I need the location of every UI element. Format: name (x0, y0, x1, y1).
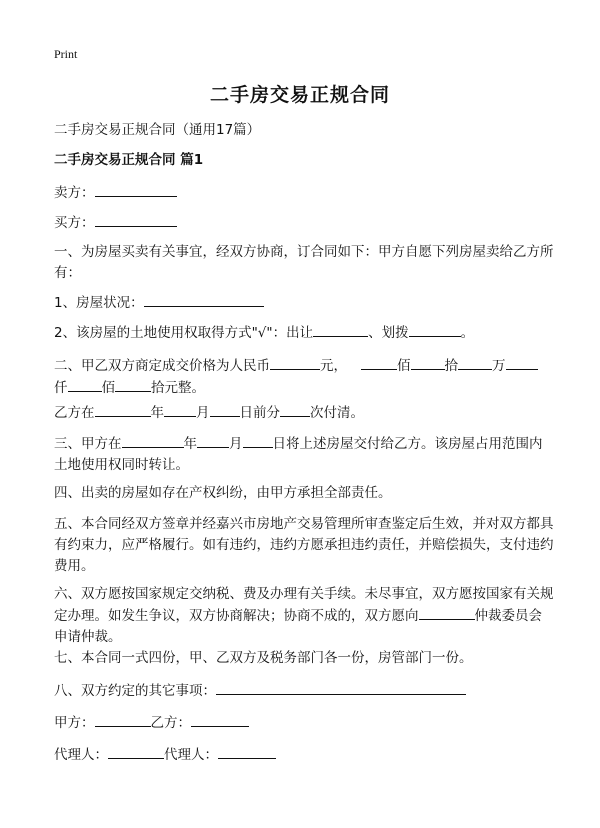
house-status-blank[interactable] (144, 292, 264, 307)
section-heading: 二手房交易正规合同 篇1 (54, 152, 204, 168)
agent-signature-line (54, 744, 554, 766)
arbitration-end: 仲裁委员会申请仲裁。 (54, 608, 542, 645)
seller-blank[interactable] (95, 182, 177, 197)
delivery-year: 年 (183, 436, 197, 452)
price-bai: 佰 (397, 358, 411, 374)
clause-3 (54, 433, 554, 476)
payment-day: 日前分 (239, 405, 280, 421)
agent-b-label: 代理人： (164, 747, 218, 763)
payment-prefix: 乙方在 (54, 405, 95, 421)
payment-month-blank[interactable] (164, 402, 196, 417)
delivery-text: 日将上述房屋交付给乙方。该房屋占用范围内土地使用权同时转让。 (54, 436, 543, 473)
land-method-text: 2、该房屋的土地使用权取得方式"√"：出让 (54, 325, 314, 341)
party-a-label: 甲方： (54, 715, 95, 731)
price-qian-blank[interactable] (68, 377, 102, 392)
party-b-blank[interactable] (191, 712, 249, 727)
delivery-day-blank[interactable] (243, 433, 273, 448)
land-method-end: 。 (460, 325, 475, 341)
price-bai2: 佰 (101, 380, 115, 396)
clause-7: 七、本合同一式四份，甲、乙双方及税务部门各一份，房管部门一份。 (54, 650, 473, 666)
clause-6 (54, 584, 554, 648)
price-yuan: 元， (320, 358, 347, 374)
buyer-line (54, 212, 554, 234)
price-shi: 拾 (444, 358, 458, 374)
price-prefix: 二、甲乙双方商定成交价格为人民币 (54, 358, 270, 374)
payment-year-blank[interactable] (95, 402, 151, 417)
seller-label: 卖方： (54, 185, 95, 201)
clause-1-status-label: 1、房屋状况： (54, 295, 144, 311)
clause-1-intro: 一、为房屋买卖有关事宜，经双方协商，订合同如下：甲方自愿下列房屋卖给乙方所有： (54, 244, 554, 281)
price-yuan-blank[interactable] (270, 355, 320, 370)
party-a-blank[interactable] (95, 712, 151, 727)
buyer-blank[interactable] (95, 212, 177, 227)
clause-8-label: 八、双方约定的其它事项： (54, 683, 216, 699)
clause-1-status-line (54, 292, 554, 314)
price-end: 拾元整。 (151, 380, 205, 396)
payment-times-blank[interactable] (280, 402, 310, 417)
print-label[interactable]: Print (54, 47, 78, 61)
allocation-text: 、划拨 (368, 325, 409, 341)
buyer-label: 买方： (54, 215, 95, 231)
agent-a-blank[interactable] (108, 744, 164, 759)
price-bai-blank[interactable] (361, 355, 397, 370)
clause-5: 五、本合同经双方签章并经嘉兴市房地产交易管理所审查鉴定后生效，并对双方都具有约束力，应严格履行。如有违约，违约方愿承担违约责任，并赔偿损失，支付违约费用。 (54, 516, 554, 574)
price-bai2-blank[interactable] (115, 377, 151, 392)
clause-8-line (54, 680, 554, 702)
price-shi-blank[interactable] (411, 355, 445, 370)
delivery-year-blank[interactable] (122, 433, 184, 448)
delivery-prefix: 三、甲方在 (54, 436, 122, 452)
document-subtitle: 二手房交易正规合同（通用17篇） (54, 122, 261, 138)
price-wan-tail-blank[interactable] (506, 355, 538, 370)
payment-year: 年 (150, 405, 164, 421)
party-b-label: 乙方： (150, 715, 191, 731)
other-matters-blank[interactable] (216, 680, 466, 695)
price-qian: 仟 (54, 380, 68, 396)
arbitration-prefix: 六、双方愿按国家规定交纳税、费及办理有关手续。未尽事宜，双方愿按国家有关规定办理。如发生争议，双方协商解决；协商不成的，双方愿向 (54, 586, 554, 624)
clause-2-land-line (54, 322, 554, 344)
payment-end: 次付清。 (310, 405, 364, 421)
allocation-blank[interactable] (409, 322, 461, 337)
agent-a-label: 代理人： (54, 747, 108, 763)
document-title: 二手房交易正规合同 (209, 84, 390, 106)
party-signature-line (54, 712, 554, 734)
payment-month: 月 (196, 405, 210, 421)
agent-b-blank[interactable] (218, 744, 276, 759)
price-wan: 万 (492, 358, 506, 374)
transfer-blank[interactable] (313, 322, 368, 337)
delivery-month: 月 (229, 436, 243, 452)
clause-4: 四、出卖的房屋如存在产权纠纷，由甲方承担全部责任。 (54, 485, 392, 501)
seller-line (54, 182, 554, 204)
payment-day-blank[interactable] (210, 402, 240, 417)
clause-price (54, 355, 554, 399)
clause-payment (54, 402, 554, 424)
price-wan-blank[interactable] (458, 355, 492, 370)
arbitration-blank[interactable] (419, 605, 475, 620)
delivery-month-blank[interactable] (197, 433, 229, 448)
